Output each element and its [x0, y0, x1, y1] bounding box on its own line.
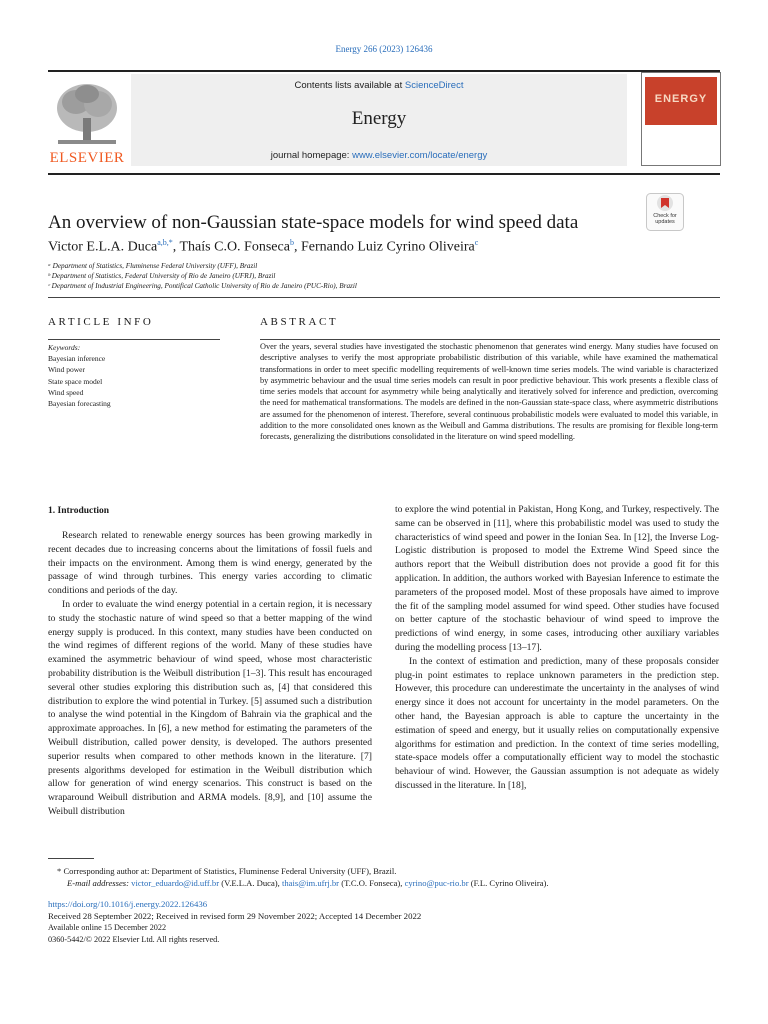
body-column-left: [48, 529, 372, 819]
author-affiliation-marker[interactable]: b: [289, 238, 294, 247]
author-separator: ,: [172, 239, 180, 255]
email-link[interactable]: victor_eduardo@id.uff.br: [131, 878, 220, 888]
journal-name: Energy: [351, 108, 407, 129]
author-separator: ,: [293, 239, 301, 255]
keyword-item: Bayesian inference: [48, 354, 106, 363]
contents-prefix: Contents lists available at: [294, 80, 405, 91]
copyright-notice: 0360-5442/© 2022 Elsevier Ltd. All rights reserved.: [48, 935, 220, 944]
abstract-rule: [260, 339, 720, 340]
masthead-bottom-rule: [48, 173, 720, 175]
journal-cover-image[interactable]: [641, 72, 721, 166]
body-paragraph: to explore the wind potential in Pakistan, Hong Kong, and Turkey, respectively. The same can be observed in [11], where this probabilistic model was used to study the characteristics of wind speed and power in the Ionian Sea. In [12], the Inverse Log-Logistic distribution is proposed to model the Extreme Wind Speed since the authors report that the Weibull distribution does not provide a good fit for this application. In addition, the authors worked with Bayesian Inference to estimate the parameters of the proposed model. Most of these proposals have aimed to improve the fit of the sampling model assumed for wind speed. Other studies have focused on better capture of the stochastic behaviour of wind speed to improve the predictions of wind energy, in some cases, introducing other auxiliary variables during the modelling process [13–17].: [395, 504, 719, 653]
footnote-rule: [48, 858, 94, 859]
doi-link[interactable]: https://doi.org/10.1016/j.energy.2022.126436: [48, 899, 208, 909]
article-info-heading: ARTICLE INFO: [48, 316, 154, 328]
homepage-prefix: journal homepage:: [270, 150, 353, 161]
homepage-line: [131, 150, 627, 161]
keyword-item: State space model: [48, 376, 103, 386]
keywords-list: [48, 353, 111, 409]
contents-line: [131, 80, 627, 91]
received-dates: Received 28 September 2022; Received in revised form 29 November 2022; Accepted 14 December 2022: [48, 911, 422, 921]
sciencedirect-link[interactable]: ScienceDirect: [404, 80, 464, 91]
body-column-right: [395, 503, 719, 793]
author-name[interactable]: Victor E.L.A. Duca: [48, 239, 158, 255]
body-paragraph: Research related to renewable energy sources has been growing markedly in recent decades due to increasing concerns about the limitations of fossil fuels and their impacts on the environment. Among them is wind energy, generated by the passage of wind through turbines. This energy varies according to climatic conditions and periods of the day.: [48, 530, 372, 597]
author-affiliation-marker[interactable]: c: [474, 238, 479, 247]
abstract-heading: ABSTRACT: [260, 316, 339, 328]
email-link[interactable]: cyrino@puc-rio.br: [404, 878, 469, 888]
affiliation-rule: [48, 297, 720, 298]
keyword-item: Wind power: [48, 365, 85, 375]
header-rule: [48, 70, 720, 72]
body-paragraph: In order to evaluate the wind energy potential in a certain region, it is necessary to study the stochastic nature of wind speed so that a better mapping of the wind energy supply is produced. In this context, many studies have been conducted on the wind regimes of different regions of the world. Many of these studies have examined the asymmetric behaviour of wind speed, whose most characteristic probability distribution is the Weibull distribution [1–3]. This result has encouraged several other studies exploring this distribution such as, [4] that considered this distribution to explore the wind potential in Turkey. [5] assumed such a distribution to analyse the wind potential in the Kingdom of Bahrain via the graphical and the approximate approaches. In [6], a new method for estimating the parameters of the Weibull distribution, called power density, is developed. The authors presented superior results when compared to other methods known in the literature. [7] presents algorithms developed for estimation in the Weibull distribution which allow for generation of wind energy scenarios. This construct is based on the wraparound Weibull distribution and ARMA models. [8,9], and [10] assume the Weibull distribution: [48, 598, 372, 817]
affiliation-a: ᵃ Department of Statistics, Fluminense Federal University (UFF), Brazil: [48, 262, 258, 270]
available-online-date: Available online 15 December 2022: [48, 923, 167, 932]
keywords-label: Keywords:: [48, 343, 81, 352]
affiliation-b: ᵇ Department of Statistics, Federal University of Rio de Janeiro (UFRJ), Brazil: [48, 272, 276, 280]
email-owner: (F.L. Cyrino Oliveira).: [470, 878, 549, 888]
elsevier-wordmark: ELSEVIER: [49, 150, 125, 166]
abstract-text: Over the years, several studies have investigated the stochastic phenomenon that generates wind energy. Many studies have focused on descriptive analyses to verify the most appropriate probabilistic distribution of this variable, while have examined the mathematical transformations in order to meet specific modelling requirements of well-known time series models. The wind variable is characterized by asymmetric behaviour and the usual time series models can result in poor predictive behaviour. This work presents a flexible class of time series models that account for asymmetry while being analytically and iteratively solved for inference and prediction, overcoming the need for mathematical transformations. The models are defined in the non-Gaussian state-space class, where asymmetric distributions are assumed for the phenomenon of interest. Therefore, several continuous probabilistic models were evaluated to model this variable, in addition to the more consolidated ones known as the Weibull and Gamma distributions. The results are promising for flexible long-term forecasts, generalizing the distributions consolidated in the literature on wind speed modelling.: [260, 342, 718, 442]
author-list: [48, 238, 648, 256]
body-paragraph: In the context of estimation and prediction, many of these proposals consider plug-in point estimates to replace unknown parameters in the prediction step. However, this procedure can underestimate the uncertainty in the analyses of wind energy since it does not account for uncertainty in the model parameters. On the other hand, the Bayesian approach is able to capture the uncertainty in the estimation of speed and energy, but it usually relies on computationally expensive algorithms for estimation and prediction. In the context of time series modelling, state-space models offer a computationally efficient way to model the stochastic behaviour of wind. However, the Gaussian assumption is not adequate as widely discussed in the literature. In [18],: [395, 655, 719, 791]
homepage-link[interactable]: www.elsevier.com/locate/energy: [352, 150, 488, 161]
author-name[interactable]: Thaís C.O. Fonseca: [179, 239, 290, 255]
journal-citation[interactable]: Energy 266 (2023) 126436: [335, 44, 433, 54]
check-for-updates-icon[interactable]: [646, 193, 684, 231]
email-label: E-mail addresses:: [67, 878, 129, 888]
keyword-item: Bayesian forecasting: [48, 399, 111, 409]
check-for-updates-label: Check for updates: [653, 213, 677, 225]
email-owner: (T.C.O. Fonseca),: [341, 878, 403, 888]
author-name[interactable]: Fernando Luiz Cyrino Oliveira: [300, 239, 475, 255]
email-addresses: [67, 878, 549, 888]
article-info-rule: [48, 339, 220, 340]
corresponding-author-note: * Corresponding author at: Department of Statistics, Fluminense Federal University (UFF), Brazil.: [57, 866, 397, 876]
email-owner: (V.E.L.A. Duca),: [221, 878, 280, 888]
section-heading-introduction: 1. Introduction: [48, 506, 110, 516]
email-link[interactable]: thais@im.ufrj.br: [281, 878, 340, 888]
keyword-item: Wind speed: [48, 387, 84, 397]
article-title: An overview of non-Gaussian state-space models for wind speed data: [48, 212, 579, 233]
affiliation-c: ᶜ Department of Industrial Engineering, Pontifical Catholic University of Rio de Janeiro (PUC-Rio), Brazil: [48, 282, 357, 290]
author-affiliation-marker[interactable]: a,b,*: [157, 238, 173, 247]
cover-title: ENERGY: [654, 93, 708, 105]
elsevier-tree-logo: [48, 78, 126, 150]
